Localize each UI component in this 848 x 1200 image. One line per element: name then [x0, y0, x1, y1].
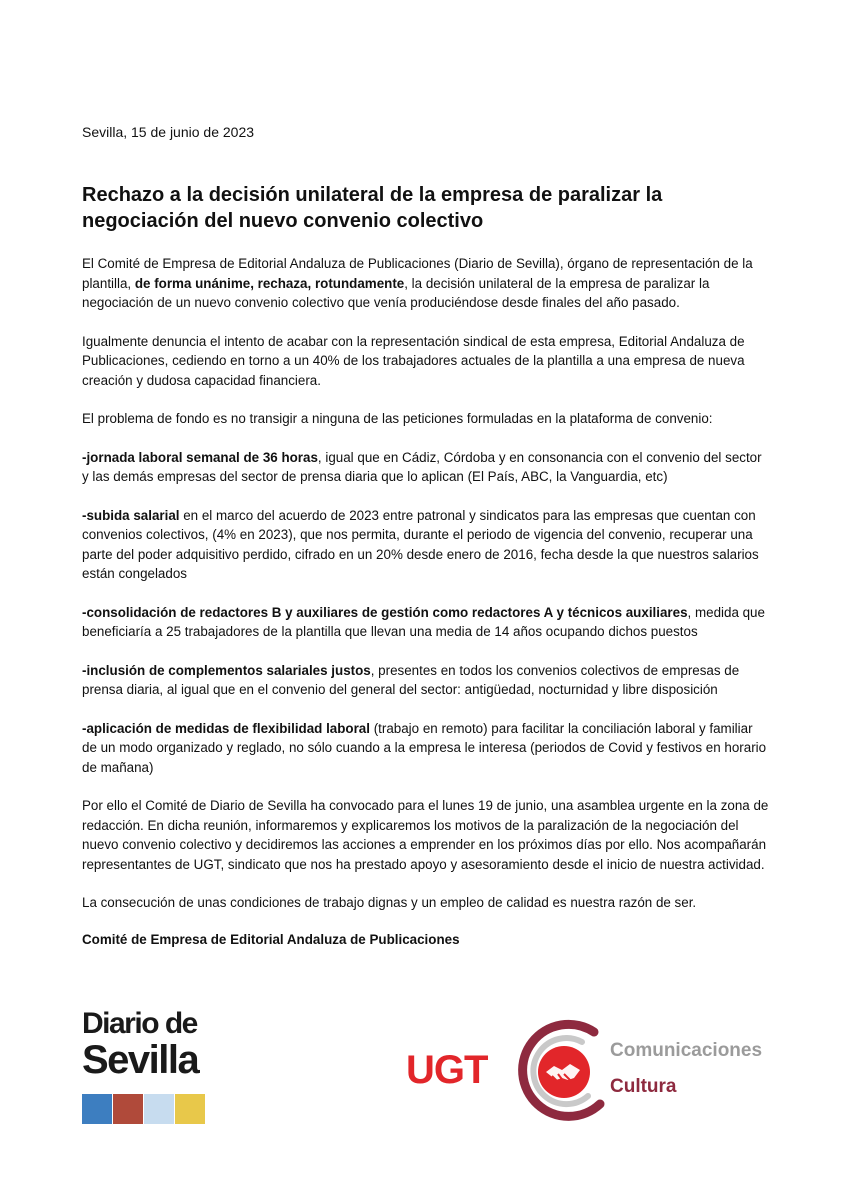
demand-item: -aplicación de medidas de flexibilidad laboral (trabajo en remoto) para facilitar la conciliación laboral y familiar de un modo organizado y reglado, no sólo cuando a la empresa le interesa (periodos de Covid y festivos en horario de mañana) — [82, 720, 767, 775]
demand-item: -jornada laboral semanal de 36 horas, igual que en Cádiz, Córdoba y en consonancia con el convenio del sector y las demás empresas del sector de prensa diaria que lo aplican (El País, ABC, la Vanguardia, etc) — [82, 449, 762, 484]
logo-line-2: Sevilla — [82, 1038, 199, 1082]
letter-title: Rechazo a la decisión unilateral de la empresa de paralizar la negociación del nuevo convenio colectivo — [82, 184, 663, 232]
signature: Comité de Empresa de Editorial Andaluza de Publicaciones — [82, 931, 460, 947]
paragraph-3: El problema de fondo es no transigir a ninguna de las peticiones formuladas en la plataforma de convenio: — [82, 411, 713, 426]
logo-bar-red — [113, 1094, 143, 1124]
paragraph-4: Por ello el Comité de Diario de Sevilla ha convocado para el lunes 19 de junio, una asamblea urgente en la zona de redacción. En dicha reunión, informaremos y explicaremos los motivos de la paralización de la negociación del nuevo convenio colectivo y decidiremos las acciones a emprender en los próximos días por ello. Nos acompañarán representantes de UGT, sindicato que nos ha prestado apoyo y asesoramiento desde el inicio de nuestra actividad. — [82, 798, 769, 872]
ugt-wordmark: UGT — [406, 1048, 488, 1092]
demand-item: -inclusión de complementos salariales justos, presentes en todos los convenios colectivos de empresas de prensa diaria, al igual que en el convenio del general del sector: antigüedad, nocturnidad y libre disposición — [82, 662, 740, 697]
handshake-icon — [512, 1018, 616, 1122]
logo-bar-yellow — [175, 1094, 205, 1124]
paragraph-5: La consecución de unas condiciones de trabajo dignas y un empleo de calidad es nuestra razón de ser. — [82, 895, 697, 910]
letter-date: Sevilla, 15 de junio de 2023 — [82, 124, 255, 140]
paragraph-1: El Comité de Empresa de Editorial Andaluza de Publicaciones (Diario de Sevilla), órgano de representación de la plantilla, de forma unánime, rechaza, rotundamente, la decisión unilateral de la empresa de paralizar la negociación de un nuevo convenio colectivo que venía produciéndose desde finales del año pasado. — [82, 256, 753, 310]
demand-item: -subida salarial en el marco del acuerdo de 2023 entre patronal y sindicatos para las empresas que cuentan con convenios colectivos, (4% en 2023), que nos permita, durante el periodo de vigencia del convenio, recuperar una parte del poder adquisitivo perdido, cifrado en un 20% desde enero de 2016, fecha desde la que nuestros salarios están congelados — [82, 507, 759, 581]
logo-line-1: Diario de — [82, 1007, 197, 1040]
paragraph-2: Igualmente denuncia el intento de acabar con la representación sindical de esta empresa, Editorial Andaluza de Publicaciones, cediendo en torno a un 40% de los trabajadores actuales de la plantilla a una empresa de nueva creación y dudosa capacidad financiera. — [82, 333, 745, 388]
logo-bar-lightblue — [144, 1094, 174, 1124]
logo-color-bars — [82, 1094, 208, 1124]
ugt-division-label: Comunicaciones — [610, 1040, 763, 1061]
letter-body — [82, 254, 770, 968]
diario-de-sevilla-logo — [82, 1008, 208, 1124]
ugt-subdivision-label: Cultura — [610, 1076, 677, 1097]
paragraph-1-emphasis: de forma unánime, rechaza, rotundamente — [134, 275, 405, 291]
demand-item: -consolidación de redactores B y auxiliares de gestión como redactores A y técnicos auxiliares, medida que beneficiaría a 25 trabajadores de la plantilla que llevan una media de 14 años ocupando dichos puestos — [82, 604, 765, 639]
logo-bar-blue — [82, 1094, 112, 1124]
